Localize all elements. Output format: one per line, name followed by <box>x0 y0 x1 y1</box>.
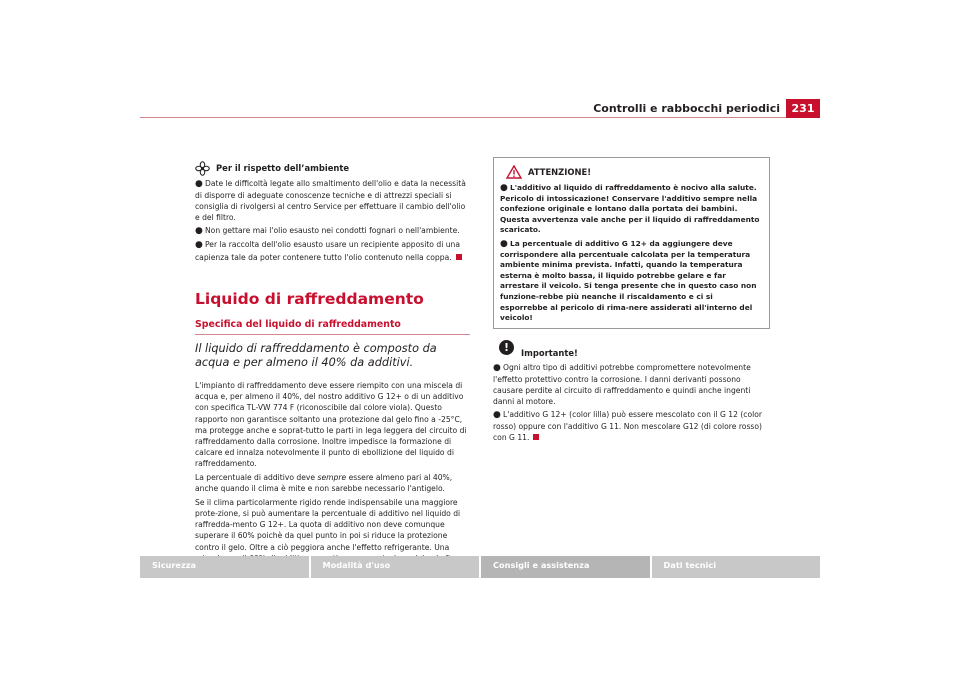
list-item: ● Non gettare mai l'olio esausto nei condotti fognari o nell'ambiente. <box>195 226 460 237</box>
list-item: ● Per la raccolta dell'olio esausto usare un recipiente apposito di una capienza tale da poter contenere tutto l'olio contenuto nella coppa. <box>195 240 460 262</box>
end-mark <box>533 434 539 440</box>
list-item: ● L'additivo G 12+ (color lilla) può essere mescolato con il G 12 (color rosso) oppure con l'additivo G 11. Non mescolare G12 (di colore rosso) con G 11. <box>493 410 762 443</box>
environment-heading <box>195 160 470 176</box>
warning-triangle-icon <box>506 165 522 179</box>
list-item: ● La percentuale di additivo G 12+ da aggiungere deve corrispondere alla percentuale calcolata per la temperatura ambiente minima prevista. Infatti, quando la temperatura esterna è molto bassa, il liquido potrebbe gelare e far arrestare il veicolo. Si tenga presente che in questo caso non funzione-rebbe più neanche il riscaldamento e ci si esporrebbe al pericolo di rima-nere assiderati all'interno del veicolo! <box>500 238 757 323</box>
warning-heading <box>506 164 763 180</box>
environment-title: Per il rispetto dell’ambiente <box>216 163 350 173</box>
page-number: 231 <box>786 99 820 118</box>
list-item: ● L'additivo al liquido di raffreddamento è nocivo alla salute. Pericolo di intossicazione! Conservare l'additivo sempre nella confezione originale e lontano dalla portata dei bambini. Questa avvertenza vale anche per il liquido di raffreddamento scaricato. <box>500 183 760 235</box>
tab-consigli-e-assistenza[interactable]: Consigli e assistenza <box>481 556 650 578</box>
header-rule <box>140 117 820 118</box>
subsection-title: Specifica del liquido di raffreddamento <box>195 319 470 335</box>
paragraph: La percentuale di additivo deve sempre essere almeno pari al 40%, anche quando il clima è mite e non sarebbe necessario l'antigelo. <box>195 473 453 494</box>
tab-modalita-duso[interactable]: Modalità d'uso <box>311 556 480 578</box>
paragraph: Se il clima particolarmente rigido rende indispensabile una maggiore prote-zione, si può aumentare la percentuale di additivo nel liquido di raffredda-mento G 12+. La quota di additivo non deve comunque superare il 60% poichè da quel punto in poi si riduce la protezione contro il gelo. Oltre a ciò peggiora anche l'effetto refrigerante. Una <box>195 498 461 552</box>
page-title: Controlli e rabbocchi periodici <box>593 102 780 115</box>
important-heading <box>499 339 770 357</box>
left-column <box>195 160 470 575</box>
exclamation-icon: ! <box>499 340 514 355</box>
intro-text: Il liquido di raffreddamento è composto da acqua e per almeno il 40% da additivi. <box>195 341 437 369</box>
warning-title: ATTENZIONE! <box>528 167 592 177</box>
end-mark <box>456 254 462 260</box>
warning-box <box>493 157 770 329</box>
list-item: ● Ogni altro tipo di additivi potrebbe compromettere notevolmente l'effetto protettivo contro la corrosione. I danni derivanti possono causare perdite al circuito di raffreddamento e quindi anche ingenti danni al motore. <box>493 362 751 406</box>
flower-icon <box>195 161 210 176</box>
section-title: Liquido di raffreddamento <box>195 289 424 308</box>
tab-dati-tecnici[interactable]: Dati tecnici <box>652 556 821 578</box>
paragraph: L'impianto di raffreddamento deve essere riempito con una miscela di acqua e, per almeno il 40%, del nostro additivo G 12+ o di un additivo con specifica TL-VW 774 F (riconoscibile dal colore viola). Questo rapporto non garantisce soltanto una protezione dal gelo fino a -25°C, ma protegge anche e soprat-tutto le parti in lega leggera del circuito di raffreddamento dalla corrosione. Inoltre impedisce la formazione di calcare ed innalza notevolmente il punto di ebollizione del liquido di raffreddamento. <box>195 381 467 468</box>
list-item: ● Date le difficoltà legate allo smaltimento dell'olio e data la necessità di disporre di adeguate conoscenze tecniche e di attrezzi speciali si consiglia di rivolgersi al centro Service per effettuare il cambio dell'olio e del filtro. <box>195 179 466 223</box>
footer-tabs <box>140 556 820 578</box>
right-column <box>493 157 770 443</box>
important-title: Importante! <box>521 347 578 358</box>
tab-sicurezza[interactable]: Sicurezza <box>140 556 309 578</box>
